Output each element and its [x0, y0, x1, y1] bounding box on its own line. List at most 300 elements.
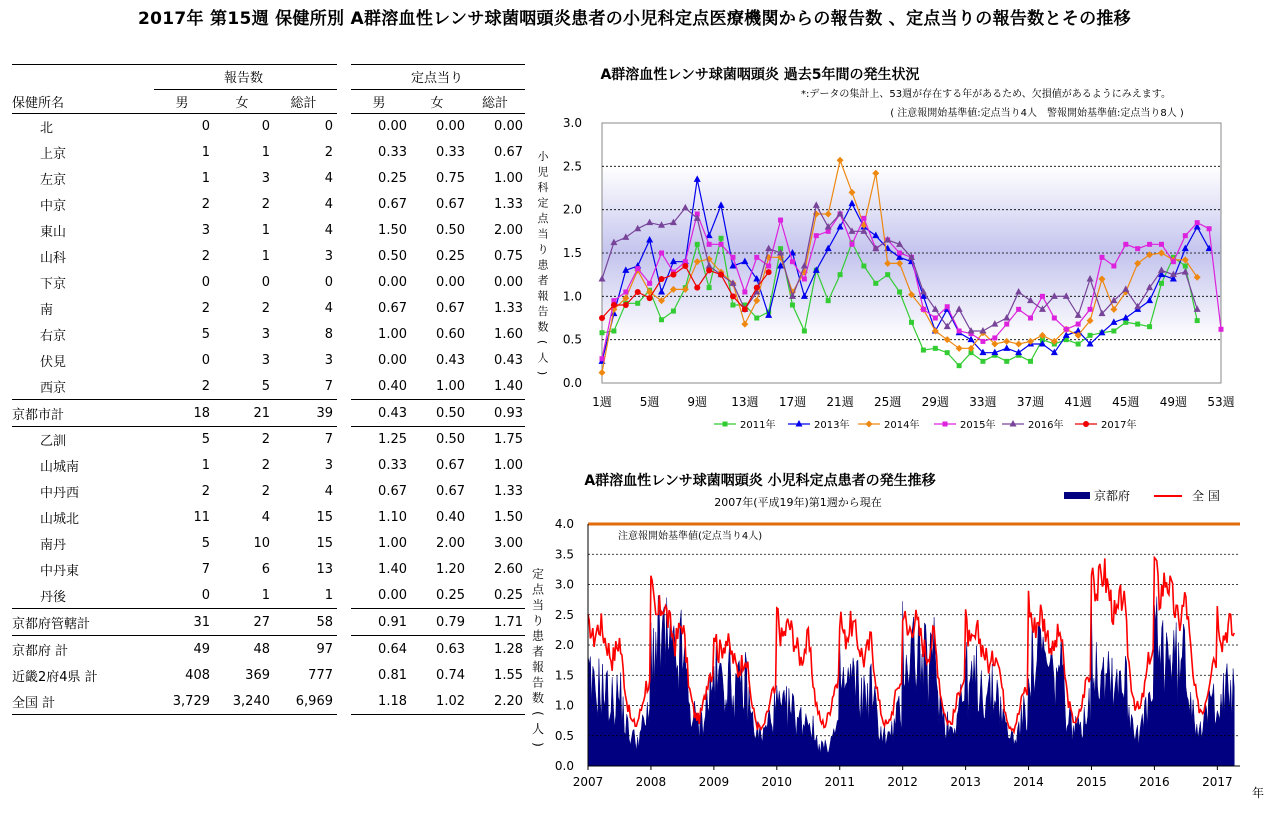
data-point [1135, 246, 1140, 251]
cell-rate-male: 0.33 [378, 458, 407, 473]
col-header-rate-male: 男 [351, 89, 409, 114]
data-point [1159, 242, 1164, 247]
cell-rate-total: 1.60 [494, 327, 523, 342]
data-point [1016, 307, 1021, 312]
cell-female: 3,240 [214, 688, 274, 715]
legend-item-national [1154, 488, 1220, 503]
cell-rate-male: 1.40 [378, 562, 407, 577]
data-point [659, 317, 664, 322]
y-axis-label-char: 定 [537, 196, 549, 210]
table-row [12, 557, 525, 583]
data-point [611, 302, 617, 308]
y-tick-label: 2.0 [562, 202, 582, 217]
legend-label: 2017年 [1101, 420, 1137, 431]
data-point [682, 263, 688, 269]
x-tick-label: 53週 [1207, 395, 1235, 409]
cell-total: 0 [324, 275, 333, 290]
data-point [1076, 322, 1081, 327]
cell-rate-female: 0.50 [409, 400, 467, 427]
cell-total: 3 [324, 458, 333, 473]
data-point [1123, 242, 1128, 247]
x-tick-label: 2014 [1013, 775, 1044, 789]
data-point [611, 329, 616, 334]
data-point [921, 348, 926, 353]
legend-item-2011 [714, 418, 775, 431]
y-tick-label: 1.5 [554, 668, 574, 683]
cell-female: 3 [261, 327, 270, 342]
data-point [754, 285, 760, 291]
table-row [12, 296, 525, 322]
table-row [12, 270, 525, 296]
data-point [802, 329, 807, 334]
cell-total: 13 [316, 562, 333, 577]
cell-male: 3,729 [154, 688, 214, 715]
cell-rate-female: 0.40 [436, 510, 465, 525]
cell-rate-female: 0.25 [436, 249, 465, 264]
data-point [600, 356, 605, 361]
cell-rate-female: 0.67 [436, 301, 465, 316]
cell-rate-total: 1.33 [494, 301, 523, 316]
data-point [1207, 226, 1212, 231]
row-name: 北 [40, 121, 54, 137]
cell-rate-total: 2.60 [494, 562, 523, 577]
cell-male: 0 [201, 119, 210, 135]
x-tick-label: 2010 [761, 775, 793, 789]
cell-total: 6,969 [274, 688, 337, 715]
legend-swatch-area [1064, 492, 1090, 499]
cell-rate-female: 0.60 [436, 327, 465, 342]
data-point [814, 233, 819, 238]
row-name: 中丹東 [40, 564, 80, 579]
data-point [730, 255, 735, 260]
legend-item-2014 [858, 418, 919, 431]
table-row [12, 531, 525, 557]
cell-female: 369 [245, 667, 270, 683]
cell-rate-male: 0.00 [378, 275, 407, 290]
col-header-male: 男 [154, 89, 214, 114]
table-row [12, 505, 525, 531]
cell-female: 5 [214, 374, 274, 400]
y-axis-label [536, 149, 550, 375]
x-tick-label: 25週 [874, 395, 902, 409]
x-tick-label: 21週 [826, 395, 854, 409]
x-tick-label: 2017 [1202, 775, 1233, 789]
cell-male: 31 [154, 609, 214, 636]
x-tick-label: 5週 [639, 395, 660, 409]
data-point [730, 293, 736, 299]
data-point [943, 422, 948, 427]
cell-female: 3 [261, 171, 270, 186]
cell-rate-total: 0.43 [494, 353, 523, 368]
y-axis-label-char: ( [536, 339, 549, 345]
data-point [1099, 255, 1104, 260]
report-table [12, 64, 525, 715]
x-tick-label: 2011 [824, 775, 856, 789]
data-point [933, 346, 938, 351]
x-axis-label: 年 [1252, 786, 1265, 800]
cell-rate-total: 1.50 [494, 510, 523, 525]
table-row [12, 609, 525, 636]
legend-label: 2011年 [740, 420, 776, 431]
cell-rate-total: 1.00 [494, 458, 523, 473]
cell-total: 1 [274, 583, 337, 609]
cell-male: 5 [201, 432, 210, 448]
data-point [647, 281, 652, 286]
data-point [1010, 420, 1017, 427]
data-point [706, 267, 712, 273]
cell-male: 0 [201, 353, 210, 368]
data-point [694, 285, 700, 291]
table-row [12, 218, 525, 244]
y-tick-label: 0.5 [562, 332, 582, 347]
cell-female: 1 [261, 223, 270, 238]
row-name: 南丹 [40, 538, 67, 553]
cell-rate-male: 1.25 [378, 432, 407, 448]
cell-total: 97 [316, 641, 333, 657]
group-header-rate: 定点当り [351, 65, 525, 90]
cell-female: 1 [214, 583, 274, 609]
cell-female: 2 [261, 458, 270, 473]
data-point [707, 242, 712, 247]
table-row [12, 688, 525, 715]
row-name: 京都市計 [12, 400, 154, 427]
y-axis-label-char: 患 [537, 258, 549, 272]
cell-rate-female: 1.02 [409, 688, 467, 715]
y-tick-label: 2.5 [554, 607, 574, 622]
data-point [695, 242, 700, 247]
cell-female: 27 [214, 609, 274, 636]
legend-item-2017 [1075, 418, 1136, 431]
row-name: 丹後 [12, 583, 154, 609]
data-point [1088, 307, 1093, 312]
cell-rate-male: 0.67 [378, 484, 407, 499]
cell-rate-male: 1.50 [378, 223, 407, 238]
cell-female: 2 [261, 432, 270, 448]
cell-total: 4 [324, 197, 333, 212]
col-header-rate-female: 女 [409, 89, 467, 114]
cell-rate-female: 1.20 [436, 562, 465, 577]
data-point [730, 303, 735, 308]
data-point [671, 309, 676, 314]
row-name: 上京 [40, 147, 67, 162]
x-tick-label: 2008 [635, 775, 667, 789]
cell-rate-female: 0.67 [436, 197, 465, 212]
table-row [12, 453, 525, 479]
data-point [1028, 359, 1033, 364]
data-point [826, 298, 831, 303]
col-header-total: 総計 [274, 89, 337, 114]
x-tick-label: 45週 [1112, 395, 1140, 409]
y-tick-label: 3.0 [562, 116, 582, 130]
cell-rate-male: 0.40 [351, 374, 409, 400]
data-point [1004, 322, 1009, 327]
cell-rate-male: 0.50 [378, 249, 407, 264]
data-point [1088, 333, 1093, 338]
cell-total: 4 [324, 223, 333, 238]
cell-rate-female: 0.63 [436, 641, 465, 657]
table-row [12, 374, 525, 400]
cell-male: 2 [201, 301, 210, 316]
cell-rate-male: 0.67 [378, 197, 407, 212]
cell-rate-male: 0.00 [351, 583, 409, 609]
cell-total: 3 [324, 353, 333, 368]
cell-rate-female: 2.00 [436, 536, 465, 551]
y-axis-label-char: 当 [537, 227, 549, 241]
table-row [12, 244, 525, 270]
table-row [12, 114, 525, 140]
data-point [1111, 264, 1116, 269]
row-name: 中京 [40, 199, 67, 214]
data-point [1083, 421, 1089, 427]
y-axis-label-char: 小 [537, 150, 549, 163]
data-point [1064, 327, 1069, 332]
cell-rate-female: 0.74 [436, 667, 465, 683]
x-tick-label: 17週 [778, 395, 807, 409]
data-point [861, 264, 866, 269]
cell-total: 777 [308, 667, 333, 683]
cell-rate-female: 0.75 [436, 171, 465, 186]
x-tick-label: 2016 [1139, 775, 1170, 789]
data-point [1111, 329, 1116, 334]
data-point [945, 350, 950, 355]
x-tick-label: 1週 [592, 395, 612, 409]
table-row [12, 166, 525, 192]
data-point [766, 269, 772, 275]
cell-female: 6 [261, 562, 270, 577]
y-axis-label-char: 科 [537, 181, 549, 194]
data-point [742, 290, 747, 295]
y-axis-label-char: 告 [531, 675, 545, 690]
legend-item-2013 [788, 418, 849, 431]
y-tick-label: 0.5 [554, 728, 574, 743]
data-point [635, 301, 640, 306]
data-point [873, 281, 878, 286]
cell-total: 4 [324, 484, 333, 499]
cell-rate-total: 2.00 [494, 223, 523, 238]
data-point [957, 329, 962, 334]
cell-female: 10 [253, 536, 270, 551]
cell-rate-male: 0.43 [351, 400, 409, 427]
cell-male: 2 [201, 197, 210, 212]
row-name: 京都府管轄計 [12, 609, 154, 636]
y-axis-label-char: 定 [531, 567, 545, 581]
x-tick-label: 49週 [1159, 395, 1188, 409]
y-tick-label: 3.0 [554, 577, 574, 592]
cell-rate-total: 2.20 [467, 688, 525, 715]
y-axis-label-char: ) [531, 742, 545, 747]
cell-rate-male: 0.67 [378, 301, 407, 316]
x-tick-label: 2007 [572, 775, 604, 789]
data-point [718, 272, 724, 278]
cell-female: 2 [261, 484, 270, 499]
y-axis-label [531, 567, 545, 747]
y-axis-label-char: 者 [531, 644, 545, 659]
cell-rate-male: 1.18 [351, 688, 409, 715]
y-axis-label-char: 報 [531, 660, 545, 674]
data-point [980, 339, 985, 344]
y-axis-label-char: 点 [537, 212, 549, 225]
chart-subtitle: 2007年(平成19年)第1週から現在 [714, 496, 882, 509]
data-point [1040, 294, 1045, 299]
cell-rate-total: 0.93 [467, 400, 525, 427]
row-name: 山城南 [40, 460, 80, 475]
y-tick-label: 0.0 [562, 376, 582, 390]
cell-rate-female: 0.00 [436, 275, 465, 290]
legend-label: 2014年 [884, 420, 920, 431]
cell-rate-female: 0.43 [436, 353, 465, 368]
y-axis-label-char: 点 [531, 582, 545, 597]
y-tick-label: 1.5 [562, 246, 582, 260]
table-row [12, 140, 525, 166]
data-point [861, 216, 866, 221]
data-point [742, 306, 748, 312]
y-tick-label: 3.5 [554, 547, 574, 562]
cell-rate-total: 1.28 [494, 641, 523, 657]
legend-label: 2013年 [814, 420, 850, 431]
cell-male: 3 [201, 223, 210, 238]
row-name: 京都府 計 [12, 643, 69, 659]
y-axis-label-char: 報 [537, 289, 549, 303]
data-point [1004, 359, 1009, 364]
legend-label: 全 国 [1192, 489, 1220, 503]
cell-rate-total: 0.75 [494, 249, 523, 264]
data-point [1135, 322, 1140, 327]
data-point [897, 251, 902, 256]
cell-female: 0 [261, 119, 270, 135]
cell-female: 4 [261, 510, 270, 525]
cell-female: 0 [261, 275, 270, 290]
cell-rate-male: 1.00 [378, 327, 407, 342]
legend-label: 2016年 [1028, 420, 1064, 431]
cell-female: 1 [261, 145, 270, 160]
col-header-female: 女 [214, 89, 274, 114]
cell-rate-female: 0.33 [436, 145, 465, 160]
cell-male: 408 [185, 667, 210, 683]
x-tick-label: 37週 [1016, 395, 1045, 409]
page-title: 2017年 第15週 保健所別 A群溶血性レンサ球菌咽頭炎患者の小児科定点医療機関からの報告数 、定点当りの報告数とその推移 [138, 9, 1131, 29]
cell-total: 0 [324, 119, 333, 135]
row-name: 東山 [40, 225, 67, 240]
x-tick-label: 33週 [969, 395, 997, 409]
x-tick-label: 2012 [887, 775, 918, 789]
cell-rate-total: 1.00 [494, 171, 523, 186]
x-tick-label: 2015 [1076, 775, 1107, 789]
data-point [719, 242, 724, 247]
cell-rate-total: 1.33 [494, 484, 523, 499]
cell-rate-male: 0.81 [378, 667, 407, 683]
row-name: 山城北 [40, 512, 80, 527]
cell-rate-female: 1.00 [409, 374, 467, 400]
cell-male: 7 [201, 562, 210, 577]
y-tick-label: 1.0 [562, 289, 582, 304]
cell-rate-male: 0.91 [351, 609, 409, 636]
y-axis-label-char: り [537, 243, 549, 256]
data-point [945, 304, 950, 309]
data-point [635, 266, 640, 271]
data-point [1183, 233, 1188, 238]
data-point [980, 359, 985, 364]
table-row [12, 662, 525, 688]
data-point [778, 218, 783, 223]
table-header-row-1 [12, 65, 525, 90]
data-point [802, 277, 807, 282]
x-tick-label: 2013 [950, 775, 981, 789]
table-row [12, 583, 525, 609]
data-point [1171, 259, 1176, 264]
data-point [623, 290, 628, 295]
y-tick-label: 2.0 [554, 638, 574, 652]
cell-female: 48 [253, 641, 270, 657]
y-axis-label-char: 者 [537, 274, 549, 287]
data-point [796, 420, 803, 427]
group-header-reports: 報告数 [154, 65, 337, 90]
cell-rate-male: 0.64 [378, 641, 407, 657]
row-name: 中丹西 [40, 486, 80, 501]
table-row [12, 348, 525, 374]
cell-total: 15 [316, 536, 333, 551]
table-row [12, 192, 525, 218]
legend-item-2015 [934, 418, 995, 431]
data-point [707, 285, 712, 290]
x-tick-label: 2009 [698, 775, 730, 789]
chart-note: *:データの集計上、53週が存在する年があるため、欠損値があるようにみえます。 [801, 89, 1171, 100]
chart-threshold-note: ( 注意報開始基準値:定点当り4人 警報開始基準値:定点当り8人 ) [890, 108, 1184, 119]
cell-female: 2 [261, 197, 270, 212]
data-point [599, 315, 605, 321]
data-point [897, 290, 902, 295]
y-tick-label: 1.0 [554, 698, 574, 713]
data-point [1147, 242, 1152, 247]
cell-female: 2 [261, 301, 270, 316]
cell-rate-female: 0.50 [436, 432, 465, 448]
data-point [659, 251, 664, 256]
cell-total: 2 [324, 145, 333, 160]
cell-rate-total: 0.00 [494, 275, 523, 290]
cell-male: 49 [193, 641, 210, 657]
threshold-annotation: 注意報開始基準値(定点当り4人) [618, 531, 763, 542]
y-axis-label-char: ) [536, 370, 549, 376]
cell-male: 1 [201, 458, 210, 473]
cell-total: 4 [324, 171, 333, 186]
data-point [670, 272, 676, 278]
y-axis-label-char: 数 [531, 691, 545, 705]
legend-label: 京都府 [1094, 489, 1131, 503]
y-axis-label-char: 告 [537, 305, 549, 318]
data-point [885, 272, 890, 277]
table-row [12, 636, 525, 663]
cell-rate-female: 0.67 [436, 484, 465, 499]
row-name: 下京 [40, 277, 67, 292]
cell-rate-total: 0.00 [494, 119, 523, 135]
x-tick-label: 29週 [921, 395, 949, 409]
data-point [790, 303, 795, 308]
row-name: 伏見 [40, 355, 67, 370]
table-row [12, 427, 525, 453]
data-point [1052, 316, 1057, 321]
cell-rate-male: 0.33 [378, 145, 407, 160]
cell-total: 4 [324, 301, 333, 316]
data-point [992, 335, 997, 340]
col-header-rate-total: 総計 [467, 89, 525, 114]
row-name: 南 [40, 303, 54, 318]
y-axis-label-char: 数 [537, 320, 549, 334]
chart-trend-since-2007 [528, 466, 1269, 818]
x-tick-label: 13週 [731, 395, 759, 409]
row-name: 全国 計 [12, 688, 154, 715]
cell-rate-total: 0.25 [467, 583, 525, 609]
cell-rate-female: 0.67 [436, 458, 465, 473]
table-row [12, 479, 525, 505]
